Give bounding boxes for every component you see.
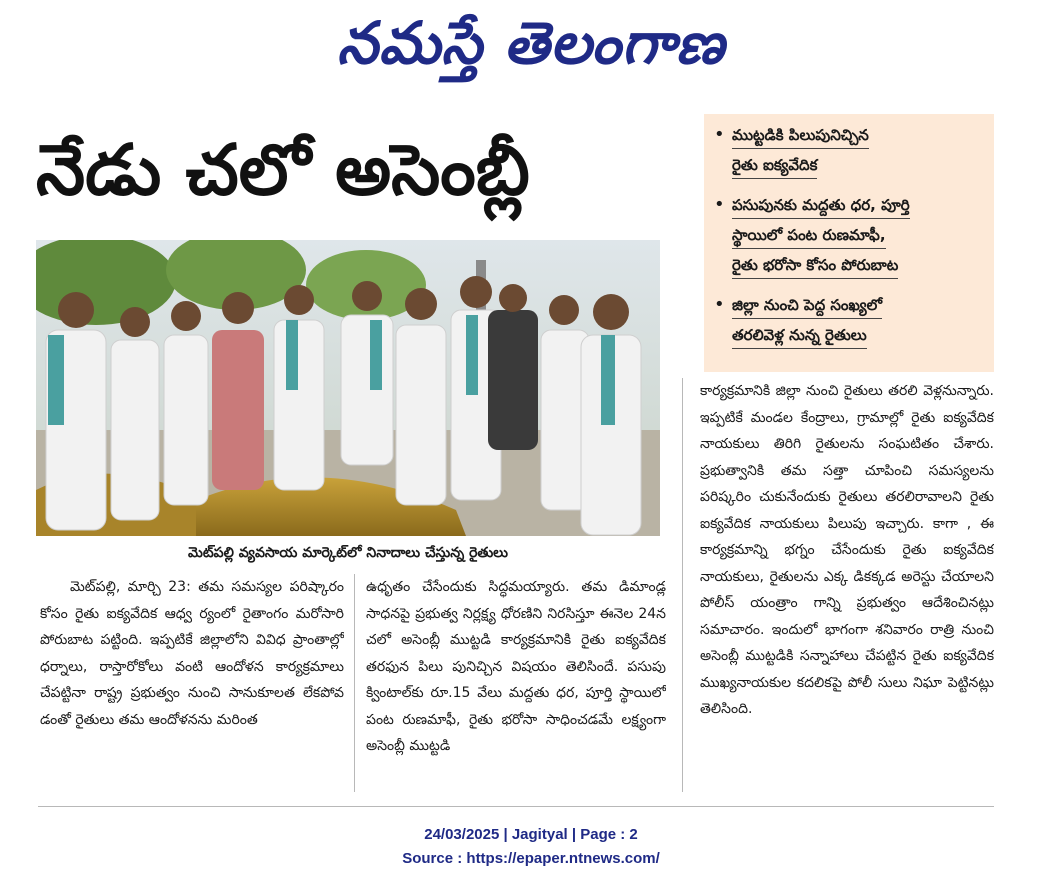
footer-date-edition: 24/03/2025 | Jagityal | Page : 2 [424, 826, 638, 843]
masthead-title: నమస్తే తెలంగాణ [337, 9, 725, 77]
column-divider [354, 574, 355, 792]
photo-caption: మెట్‌పల్లి వ్యవసాయ మార్కెట్‌లో నినాదాలు చేస్తున్న రైతులు [188, 545, 508, 561]
column-divider [682, 378, 683, 792]
highlights-box [704, 114, 994, 372]
column-text: ఉధృతం చేసేందుకు సిద్ధమయ్యారు. తమ డిమాండ్ల సాధనపై ప్రభుత్వ నిర్లక్ష్య ధోరణిని నిరసిస్తూ ఈనెల 24న చలో అసెంబ్లీ ముట్టడి కార్యక్రమానికి రైతు ఐక్యవేదిక తరఫున పిలు పునిచ్చిన విషయం తెలిసిందే. పసుపు క్వింటాల్‌కు రూ.15 వేలు మద్దతు ధర, పూర్తి స్థాయిలో పంట రుణమాఫీ, రైతు భరోసా సాధించడమే లక్ష్యంగా అసెంబ్లీ ముట్టడి [366, 579, 666, 754]
newspaper-masthead [0, 4, 1062, 82]
column-text: కార్యక్రమానికి జిల్లా నుంచి రైతులు తరలి వెళ్లనున్నారు. ఇప్పటికే మండల కేంద్రాలు, గ్రామాల్లో రైతు ఐక్యవేదిక నాయకులు తిరిగి రైతులను సంఘటితం చేశారు. ప్రభుత్వానికి తమ సత్తా చూపించి సమస్యలను పరిష్కరిం చుకునేందుకు రైతులు తరలిరావాలని రైతు ఐక్యవేదిక నాయకులు పిలుపు ఇచ్చారు. కాగా , ఈ కార్యక్రమాన్ని భగ్నం చేసేందుకు రైతు ఐక్యవేదిక నాయకులు, రైతులను ఎక్క డికక్కడ అరెస్టు చేయాలని పోలీస్ యంత్రాం గాన్ని ప్రభుత్వం ఆదేశించినట్లు సమాచారం. ఇందులో భాగంగా శనివారం రాత్రి నుంచి అసెంబ్లీ ముట్టడికి సన్నాహాలు చేపట్టిన రైతు ఐక్యవేదిక ముఖ్యనాయకుల కదలికపై పోలీ సులు నిఘా పెట్టినట్లు తెలిసింది. [700, 383, 994, 717]
highlight-item [714, 122, 984, 182]
highlight-line: రైతు ఐక్యవేదిక [732, 152, 817, 179]
highlight-line: రైతు భరోసా కోసం పోరుబాట [732, 252, 898, 279]
highlight-line: జిల్లా నుంచి పెద్ద సంఖ్యలో [732, 292, 882, 319]
highlight-item [714, 192, 984, 282]
highlight-line: తరలివెళ్ల నున్న రైతులు [732, 322, 867, 349]
bullet-icon: • [714, 294, 725, 315]
bullet-icon: • [714, 194, 725, 215]
highlight-line: స్థాయిలో పంట రుణమాఫీ, [732, 222, 886, 249]
footer-divider [38, 806, 994, 807]
article-headline: నేడు చలో అసెంబ్లీ [36, 129, 530, 211]
highlight-item [714, 292, 984, 352]
article-column-2 [366, 574, 666, 792]
article-photo [36, 240, 660, 536]
highlight-line: పసుపునకు మద్దతు ధర, పూర్తి [732, 192, 910, 219]
footer-source: Source : https://epaper.ntnews.com/ [402, 850, 660, 867]
highlight-line: ముట్టడికి పిలుపునిచ్చిన [732, 122, 869, 149]
column-text: మెట్‌పల్లి, మార్చి 23: తమ సమస్యల పరిష్కారం కోసం రైతు ఐక్యవేదిక ఆధ్వ ర్యంలో రైతాంగం మరోసారి పోరుబాట పట్టింది. ఇప్పటికే జిల్లాలోని వివిధ ప్రాంతాల్లో ధర్నాలు, రాస్తారోకోలు వంటి ఆందోళన కార్యక్రమాలు చేపట్టినా రాష్ట్ర ప్రభుత్వం నుంచి సానుకూలత లేకపోవ డంతో రైతులు తమ ఆందోళనను మరింత [40, 579, 344, 728]
bullet-icon: • [714, 124, 725, 145]
article-column-3 [700, 378, 994, 792]
article-column-1 [40, 574, 344, 792]
